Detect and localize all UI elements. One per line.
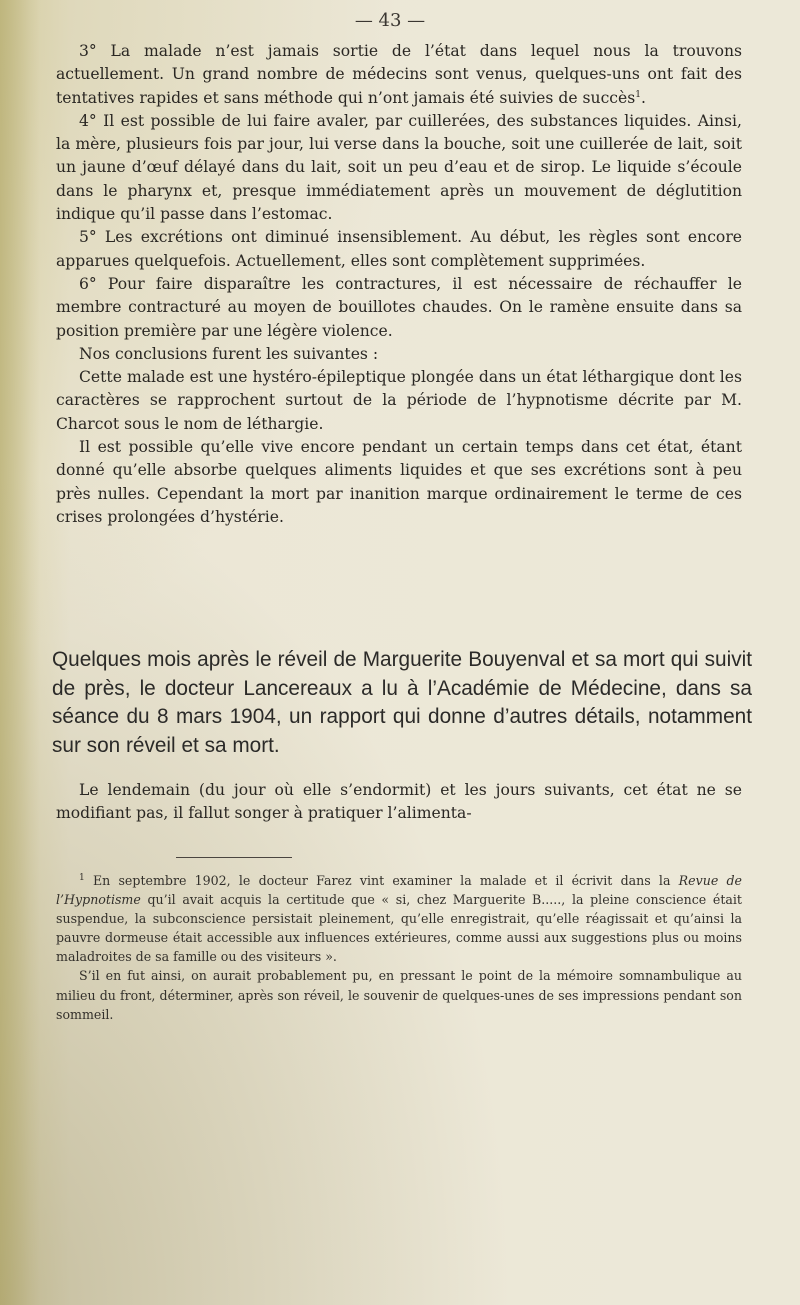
footnote-paragraph-1: [56, 871, 742, 966]
binding-shadow: [0, 0, 40, 1305]
paragraph-3-text: 3° La malade n’est jamais sortie de l’état dans lequel nous la trouvons actuellement. Un grand nombre de médecins sont venus, quelques-uns ont fait des tentatives rapides et sans méthode qui n’ont jamais été suivies de succès: [56, 42, 742, 107]
footnote-text-2: qu’il avait acquis la certitude que « si, chez Marguerite B....., la pleine conscience était suspendue, la subconscience persistait pleinement, qu’elle enregistrait, qu’elle réagissait et qu’ainsi la pauvre dormeuse était accessible aux influences extérieures, comme aussi aux suggestions plus ou moins maladroites de sa famille ou des visiteurs ».: [56, 892, 742, 965]
paragraph-5: 5° Les excrétions ont diminué insensiblement. Au début, les règles sont encore apparues quelquefois. Actuellement, elles sont complètement supprimées.: [56, 228, 742, 270]
page-number: — 43 —: [354, 10, 426, 31]
footnote-paragraph-2: S’il en fut ainsi, on aurait probablement pu, en pressant le point de la mémoire somnambulique au milieu du front, déterminer, après son réveil, le souvenir de quelques-unes de ses impressions pendant son sommeil.: [56, 968, 742, 1022]
footnote-rule: [176, 857, 292, 858]
conclusion-paragraph-2: Il est possible qu’elle vive encore pendant un certain temps dans cet état, étant donné qu’elle absorbe quelques aliments liquides et que ses excrétions sont à peu près nulles. Cependant la mort par inanition marque ordinairement le terme de ces crises prolongées d’hystérie.: [56, 438, 742, 526]
journal-title: Revue de l’Hypnotisme: [56, 873, 743, 908]
paragraph-6: 6° Pour faire disparaître les contractures, il est nécessaire de réchauffer le membre contracturé au moyen de bouillotes chaudes. On le ramène ensuite dans sa position première par une légère violence.: [56, 274, 742, 340]
interlude-paragraph: [52, 646, 752, 760]
footnote-text-1: En septembre 1902, le docteur Farez vint examiner la malade et il écrivit dans la: [92, 873, 679, 888]
conclusion-paragraph-1: Cette malade est une hystéro-épileptique plongée dans un état léthargique dont les caractères se rapprochent surtout de la période de l’hypnotisme décrite par M. Charcot sous le nom de léthargie.: [56, 368, 742, 433]
conclusions-heading: Nos conclusions furent les suivantes :: [79, 344, 379, 363]
main-text-top: [56, 40, 742, 529]
paragraph-3: [56, 40, 742, 110]
paragraph-3-end: .: [641, 88, 646, 107]
main-text-bottom: [56, 779, 742, 826]
footnote: [56, 871, 742, 1024]
interlude-text: Quelques mois après le réveil de Marguerite Bouyenval et sa mort qui suivit de près, le docteur Lancereaux a lu à l’Académie de Médecine, dans sa séance du 8 mars 1904, un rapport qui donne d’autres détails, notamment sur son réveil et sa mort.: [52, 648, 752, 757]
paragraph-lendemain: Le lendemain (du jour où elle s’endormit) et les jours suivants, cet état ne se modifiant pas, il fallut songer à pratiquer l’alimenta-: [56, 781, 742, 823]
footnote-reference: 1: [635, 89, 642, 100]
paragraph-4: 4° Il est possible de lui faire avaler, par cuillerées, des substances liquides. Ainsi, la mère, plusieurs fois par jour, lui verse dans la bouche, soit une cuillerée de lait, soit un jaune d’œuf délayé dans du lait, soit un peu d’eau et de sirop. Le liquide s’écoule dans le pharynx et, presque immédiatement après un mouvement de déglutition indique qu’il passe dans l’estomac.: [56, 111, 742, 224]
footnote-marker: 1: [79, 872, 85, 883]
